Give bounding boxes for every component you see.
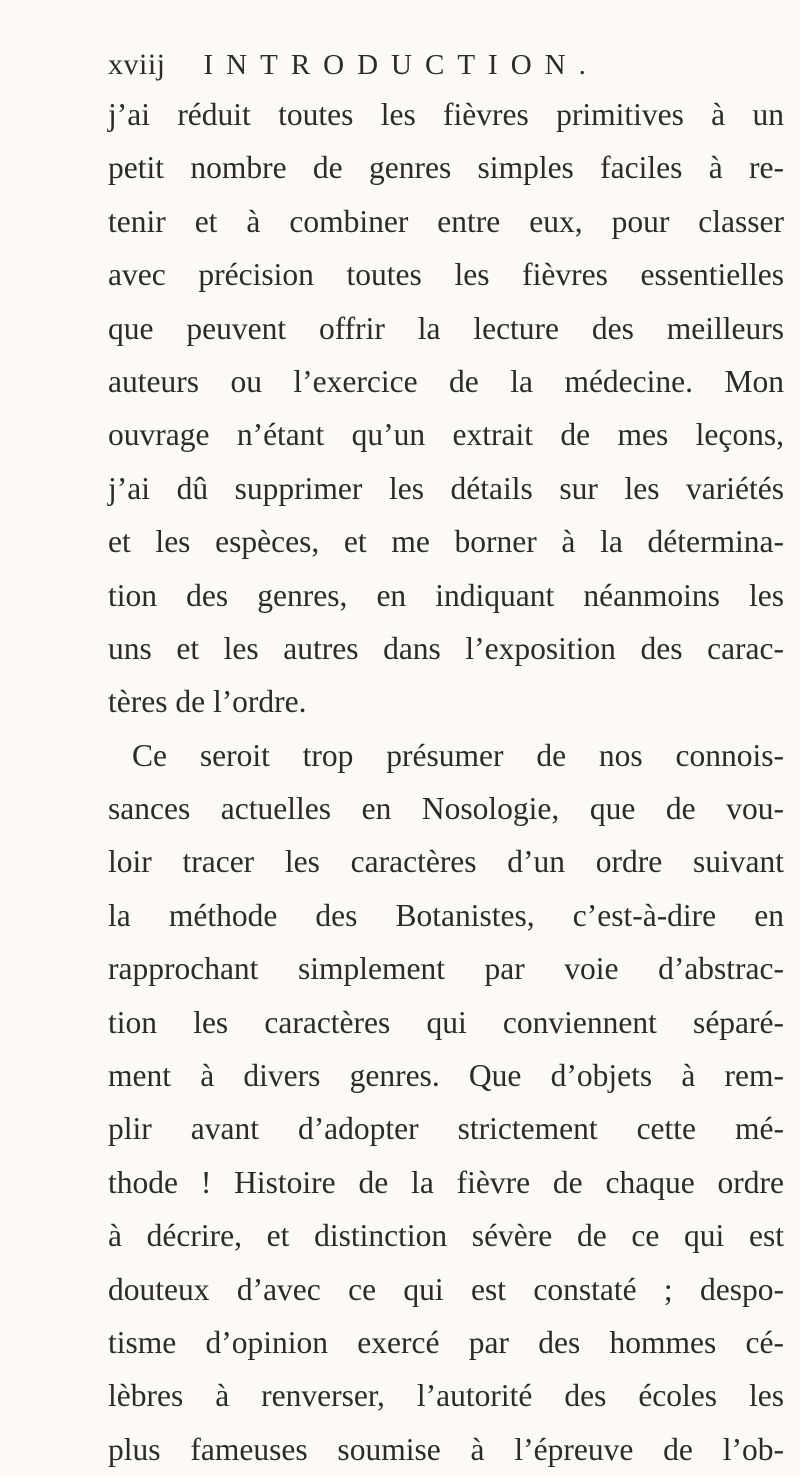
text-line: et les espèces, et me borner à la détermina- bbox=[108, 524, 784, 560]
paragraph-end-line: tères de l’ordre. bbox=[108, 684, 307, 720]
text-line: auteurs ou l’exercice de la médecine. Mon bbox=[108, 363, 784, 399]
text-line: thode ! Histoire de la fièvre de chaque ordre bbox=[108, 1164, 784, 1200]
text-line: avec précision toutes les fièvres essentielles bbox=[108, 257, 784, 293]
text-line: tisme d’opinion exercé par des hommes cé- bbox=[108, 1324, 784, 1360]
text-line: loir tracer les caractères d’un ordre suivant bbox=[108, 844, 784, 880]
text-line: à décrire, et distinction sévère de ce qui est bbox=[108, 1218, 784, 1254]
text-line: plus fameuses soumise à l’épreuve de l’ob- bbox=[108, 1431, 784, 1467]
paragraph-start-line: Ce seroit trop présumer de nos connois- bbox=[132, 737, 784, 773]
running-title: INTRODUCTION. bbox=[203, 49, 599, 81]
text-line: tion des genres, en indiquant néanmoins les bbox=[108, 577, 784, 613]
text-line: tion les caractères qui conviennent séparé- bbox=[108, 1004, 784, 1040]
text-line: la méthode des Botanistes, c’est-à-dire en bbox=[108, 897, 784, 933]
text-line: uns et les autres dans l’exposition des carac- bbox=[108, 630, 784, 666]
text-line: douteux d’avec ce qui est constaté ; despo- bbox=[108, 1271, 784, 1307]
text-line: sances actuelles en Nosologie, que de vou- bbox=[108, 791, 784, 827]
text-line: ouvrage n’étant qu’un extrait de mes leçons, bbox=[108, 417, 784, 453]
text-line: que peuvent offrir la lecture des meilleurs bbox=[108, 310, 784, 346]
text-line: plir avant d’adopter strictement cette mé- bbox=[108, 1111, 784, 1147]
text-line: ment à divers genres. Que d’objets à rem- bbox=[108, 1058, 784, 1094]
text-line: petit nombre de genres simples faciles à re- bbox=[108, 150, 784, 186]
page-header bbox=[108, 48, 599, 88]
text-line: j’ai dû supprimer les détails sur les variétés bbox=[108, 470, 784, 506]
body-text bbox=[108, 88, 784, 1476]
text-line: j’ai réduit toutes les fièvres primitives à un bbox=[108, 97, 784, 132]
text-line: rapprochant simplement par voie d’abstrac- bbox=[108, 951, 784, 987]
text-line: tenir et à combiner entre eux, pour classer bbox=[108, 203, 784, 239]
page-number: xviij bbox=[108, 48, 166, 81]
text-line: lèbres à renverser, l’autorité des écoles les bbox=[108, 1378, 784, 1414]
